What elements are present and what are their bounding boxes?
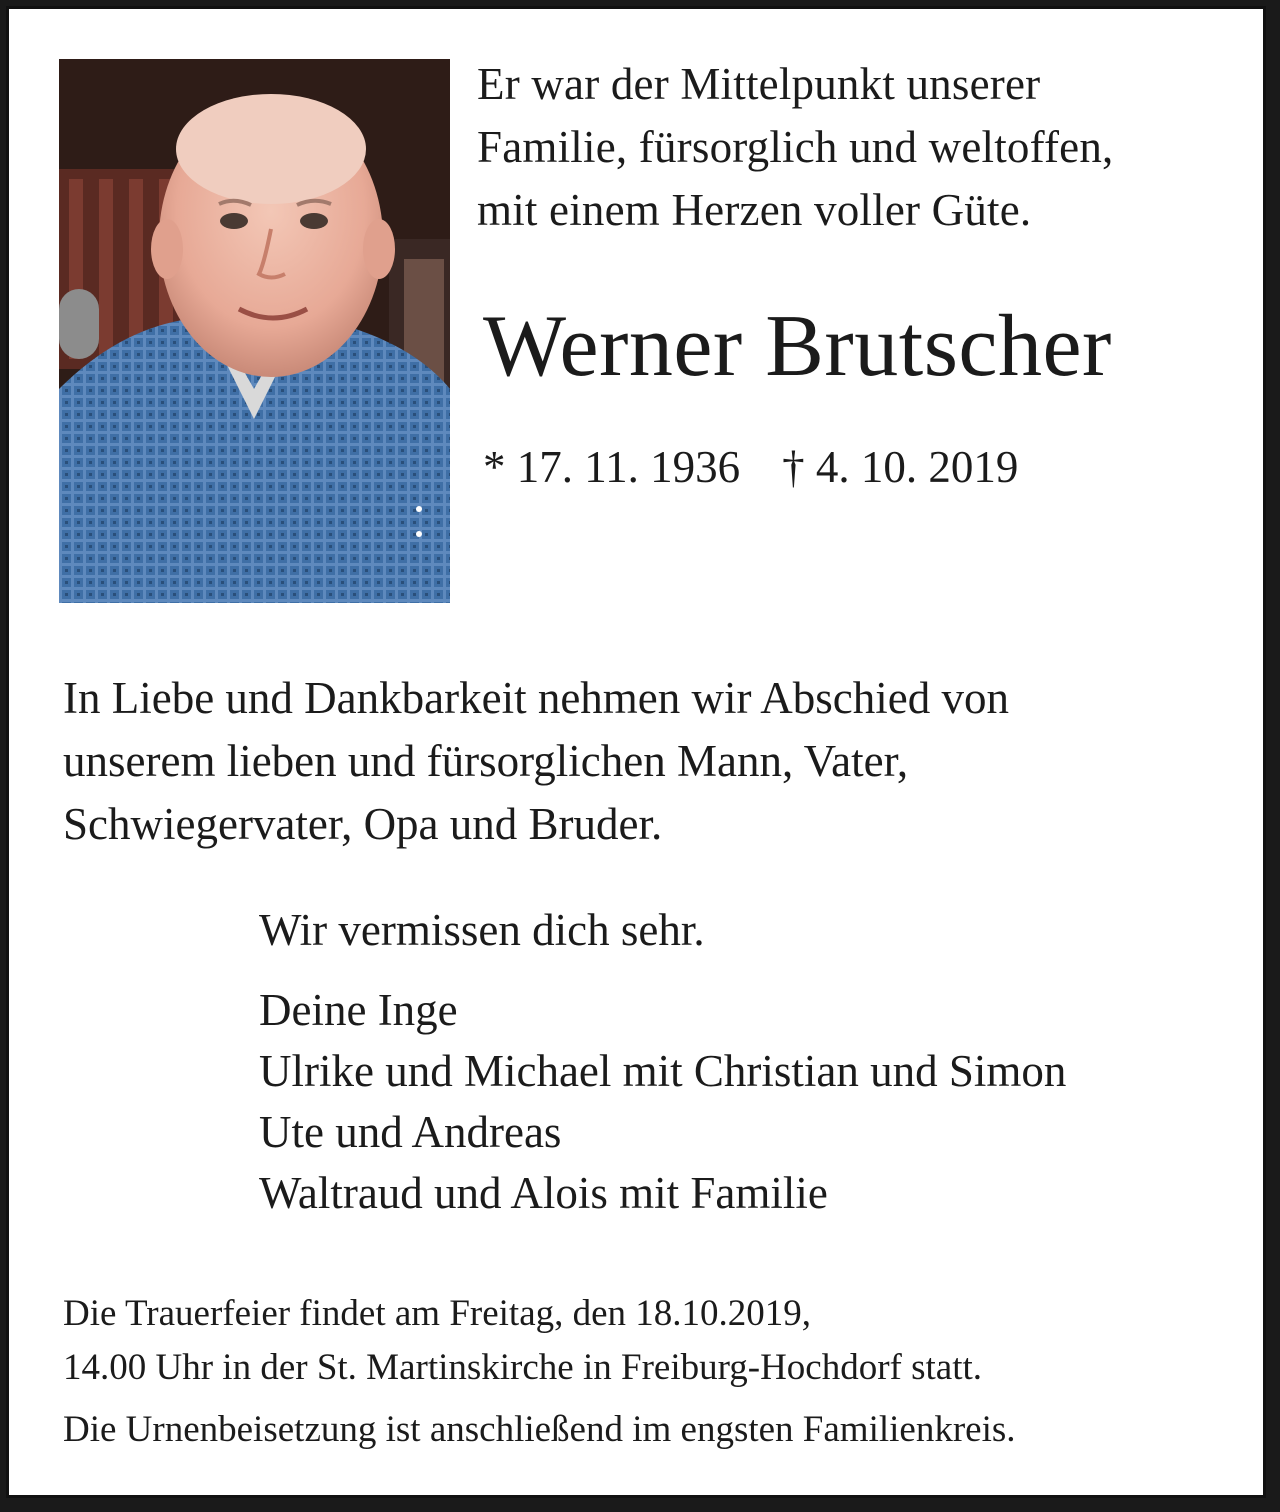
obituary-notice <box>6 6 1266 1498</box>
quote-line: Familie, fürsorglich und weltoffen, <box>477 122 1114 172</box>
death-date: † 4. 10. 2019 <box>782 442 1019 492</box>
life-dates <box>483 439 1018 495</box>
family-line: Waltraud und Alois mit Familie <box>259 1168 828 1218</box>
funeral-service-info <box>63 1287 982 1395</box>
quote-line: mit einem Herzen voller Güte. <box>477 185 1032 235</box>
family-line: Ulrike und Michael mit Christian und Simon <box>259 1046 1067 1096</box>
farewell-line: In Liebe und Dankbarkeit nehmen wir Abschied von <box>63 673 1009 723</box>
farewell-text <box>63 667 1009 856</box>
service-line: Die Trauerfeier findet am Freitag, den 18.10.2019, <box>63 1293 812 1334</box>
portrait-photo <box>59 59 450 603</box>
family-signatures <box>259 980 1066 1224</box>
burial-info: Die Urnenbeisetzung ist anschließend im engsten Familienkreis. <box>63 1409 1016 1450</box>
quote-line: Er war der Mittelpunkt unserer <box>477 59 1041 109</box>
birth-date: * 17. 11. 1936 <box>483 442 741 492</box>
deceased-name: Werner Brutscher <box>483 298 1112 395</box>
family-line: Ute und Andreas <box>259 1107 562 1157</box>
memorial-quote <box>477 53 1113 242</box>
farewell-line: Schwiegervater, Opa und Bruder. <box>63 799 663 849</box>
miss-line: Wir vermissen dich sehr. <box>259 905 705 955</box>
family-line: Deine Inge <box>259 985 458 1035</box>
service-line: 14.00 Uhr in der St. Martinskirche in Freiburg-Hochdorf statt. <box>63 1347 983 1388</box>
farewell-line: unserem lieben und fürsorglichen Mann, Vater, <box>63 736 909 786</box>
